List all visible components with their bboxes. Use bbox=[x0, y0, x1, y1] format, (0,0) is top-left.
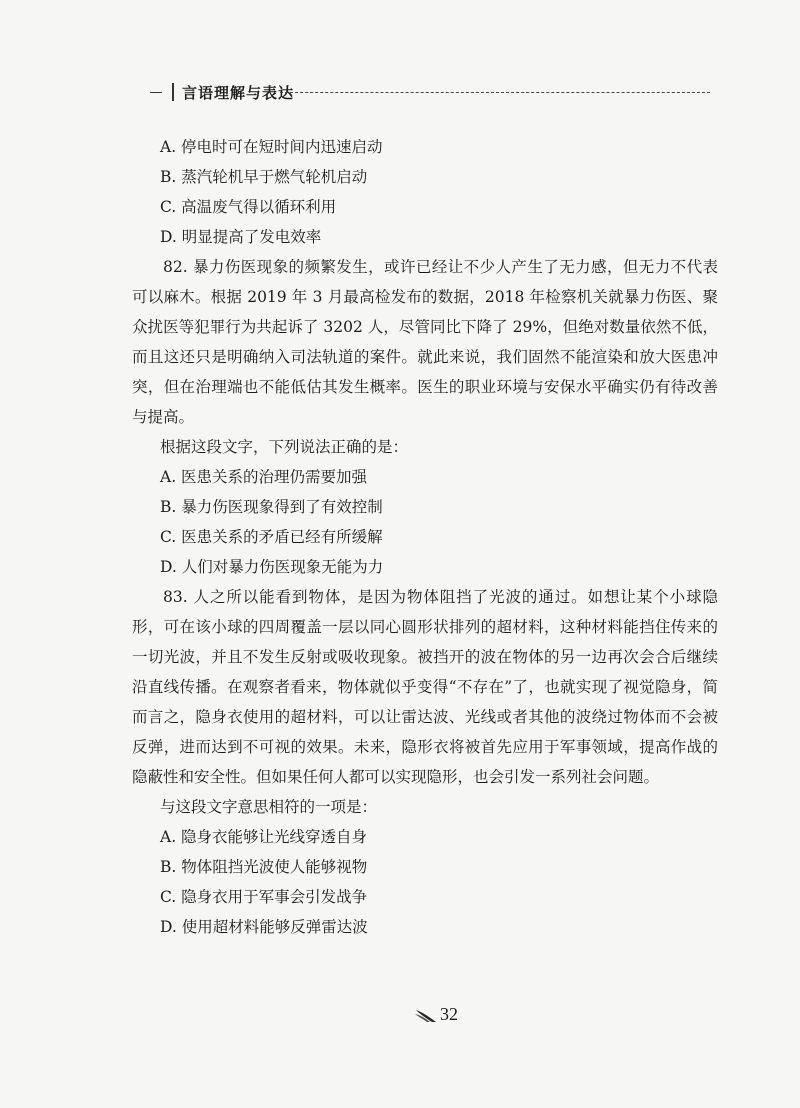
page-footer bbox=[0, 1000, 800, 1040]
header-rule bbox=[280, 92, 710, 93]
q83-option-d: D. 使用超材料能够反弹雷达波 bbox=[160, 918, 368, 936]
q82-passage: 82. 暴力伤医现象的频繁发生，或许已经让不少人产生了无力感，但无力不代表可以麻木。根据 2019 年 3 月最高检发布的数据，2018 年检察机关就暴力伤医、聚众扰医等犯罪行为共起诉了 3202 人，尽管同比下降了 29%，但绝对数量依然不低，而且这还只是明确纳入司法轨道的案件。就此来说，我们固然不能渲染和放大医患冲突，但在治理端也不能低估其发生概率。医生的职业环境与安保水平确实仍有待改善与提高。 bbox=[132, 258, 718, 426]
q81-option-c: C. 高温废气得以循环利用 bbox=[160, 198, 337, 216]
header-dash bbox=[150, 92, 162, 93]
q83-passage: 83. 人之所以能看到物体，是因为物体阻挡了光波的通过。如想让某个小球隐形，可在该小球的四周覆盖一层以同心圆形状排列的超材料，这种材料能挡住传来的一切光波，并且不发生反射或吸收现象。被挡开的波在物体的另一边再次会合后继续沿直线传播。在观察者看来，物体就似乎变得“不存在”了，也就实现了视觉隐身，简而言之，隐身衣使用的超材料，可以让雷达波、光线或者其他的波绕过物体而不会被反弹，进而达到不可视的效果。未来，隐形衣将被首先应用于军事领域，提高作战的隐蔽性和安全性。但如果任何人都可以实现隐形，也会引发一系列社会问题。 bbox=[132, 588, 718, 786]
q83-option-a: A. 隐身衣能够让光线穿透自身 bbox=[160, 828, 368, 846]
q82-option-d: D. 人们对暴力伤医现象无能为力 bbox=[160, 558, 384, 576]
q82-option-c: C. 医患关系的矛盾已经有所缓解 bbox=[160, 528, 383, 546]
q82-options bbox=[160, 462, 718, 582]
q83-options bbox=[160, 822, 718, 942]
q83-option-b: B. 物体阻挡光波使人能够视物 bbox=[160, 858, 368, 876]
q82-question: 根据这段文字，下列说法正确的是： bbox=[160, 438, 409, 456]
q83-question: 与这段文字意思相符的一项是： bbox=[160, 798, 378, 816]
q81-option-d: D. 明显提高了发电效率 bbox=[160, 228, 322, 246]
page-content bbox=[132, 132, 718, 942]
running-header bbox=[150, 80, 710, 106]
q82-option-b: B. 暴力伤医现象得到了有效控制 bbox=[160, 498, 383, 516]
header-title: 言语理解与表达 bbox=[182, 84, 295, 102]
header-bar bbox=[172, 83, 174, 101]
q81-option-b: B. 蒸汽轮机早于燃气轮机启动 bbox=[160, 168, 368, 186]
q81-options bbox=[160, 132, 718, 252]
q82-option-a: A. 医患关系的治理仍需要加强 bbox=[160, 468, 368, 486]
q83-option-c: C. 隐身衣用于军事会引发战争 bbox=[160, 888, 368, 906]
page-number: 32 bbox=[440, 1004, 458, 1024]
quill-icon bbox=[414, 1006, 438, 1024]
q81-option-a: A. 停电时可在短时间内迅速启动 bbox=[160, 138, 383, 156]
